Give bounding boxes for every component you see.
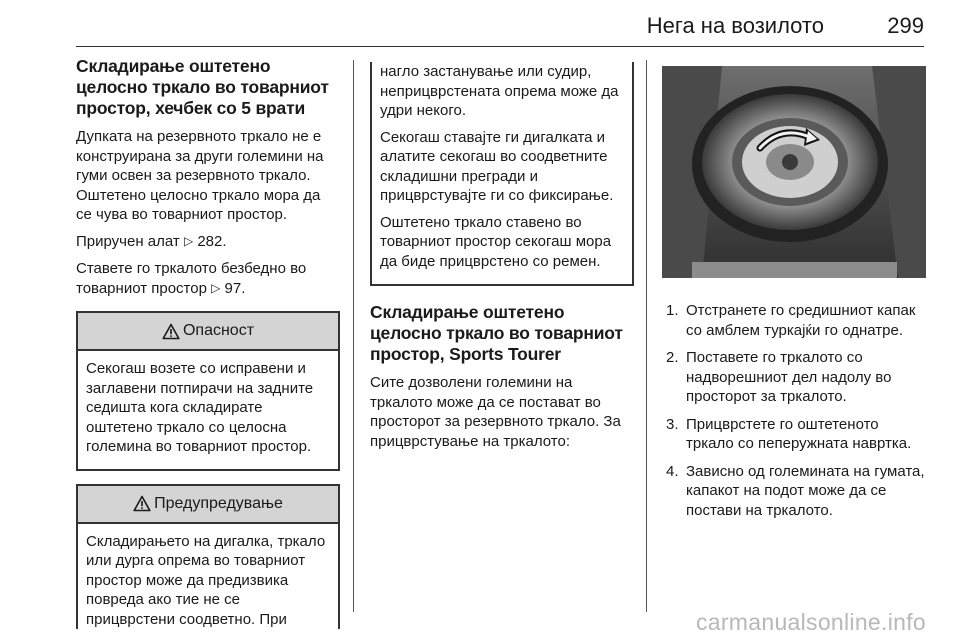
section-heading-hatchback: Складирање оштетено целосно тркало во товарниот простор, хечбек со 5 врати [76, 56, 329, 118]
warning-triangle-icon [162, 323, 180, 340]
warning-box [76, 484, 340, 630]
paragraph: Сите дозволени големини на тркалото може да се постават во просторот за резервното тркало. За прицврстување на тркалото: [370, 374, 621, 450]
watermark: carmanualsonline.info [695, 609, 926, 635]
page-number: 299 [887, 13, 924, 38]
page-ref-arrow-icon: ▷ [211, 280, 221, 295]
page-ref-link[interactable]: 97. [224, 279, 246, 297]
warning-text-cont: Секогаш ставајте ги дигалката и алатите секогаш во соодветните складишни прегради и прицврстувајте ги со фиксирање. [380, 128, 614, 204]
paragraph-tool-ref: Приручен алат ▷ 282. [76, 232, 227, 250]
list-item: 3. Прицврстете го оштетеното тркало со пеперужната навртка. [666, 415, 912, 452]
paragraph-storage-ref: Ставете го тркалото безбедно во товарниот простор ▷ 97. [76, 260, 307, 297]
list-item: 1. Отстранете го средишниот капак со амблем туркајќи го однатре. [666, 302, 916, 339]
page-ref-link[interactable]: 282. [197, 232, 227, 250]
warning-triangle-icon [133, 495, 151, 512]
warning-text: Складирањето на дигалка, тркало или дурга опрема во товарниот простор може да предизвика повреда ако тие не се прицврстени соодветно. При [86, 532, 326, 628]
warning-box-continued [370, 62, 634, 286]
warning-text-cont: Оштетено тркало ставено во товарниот простор секогаш мора да биде прицврстено со ремен. [380, 213, 612, 270]
instruction-steps [662, 301, 926, 520]
page-ref-arrow-icon: ▷ [183, 233, 194, 248]
column-1 [76, 56, 340, 629]
column-2 [370, 62, 634, 458]
warning-title: Предупредување [154, 494, 283, 512]
column-divider [646, 60, 647, 612]
list-item: 2. Поставете го тркалото со надворешниот дел надолу во просторот за тркалото. [666, 349, 892, 405]
danger-text: Секогаш возете со исправени и заглавени потпирачи на задните седишта кога складирате оштетено тркало со целосна големина во товарниот простор. [86, 360, 314, 455]
page-title: Нега на возилото [646, 13, 824, 38]
danger-box-header [78, 313, 338, 351]
paragraph: Дупката на резервното тркало не е конструирана за други големини на гуми освен за резервното тркало. Оштетено целосно тркало мора да се чува во товарниот простор. [76, 128, 324, 223]
column-3 [662, 60, 926, 528]
page-header [76, 0, 924, 47]
spare-wheel-figure [662, 66, 926, 278]
list-item: 4. Зависно од големината на гумата, капакот на подот може да се постави на тркалото. [666, 462, 925, 519]
section-heading-sports-tourer: Складирање оштетено целосно тркало во товарниот простор, Sports Tourer [370, 302, 623, 364]
danger-title: Опасност [182, 322, 255, 339]
column-divider [353, 60, 354, 612]
danger-box [76, 311, 340, 471]
warning-box-header [78, 486, 338, 524]
warning-text-cont: нагло застанување или судир, неприцврстената опрема може да удри некого. [380, 63, 619, 119]
